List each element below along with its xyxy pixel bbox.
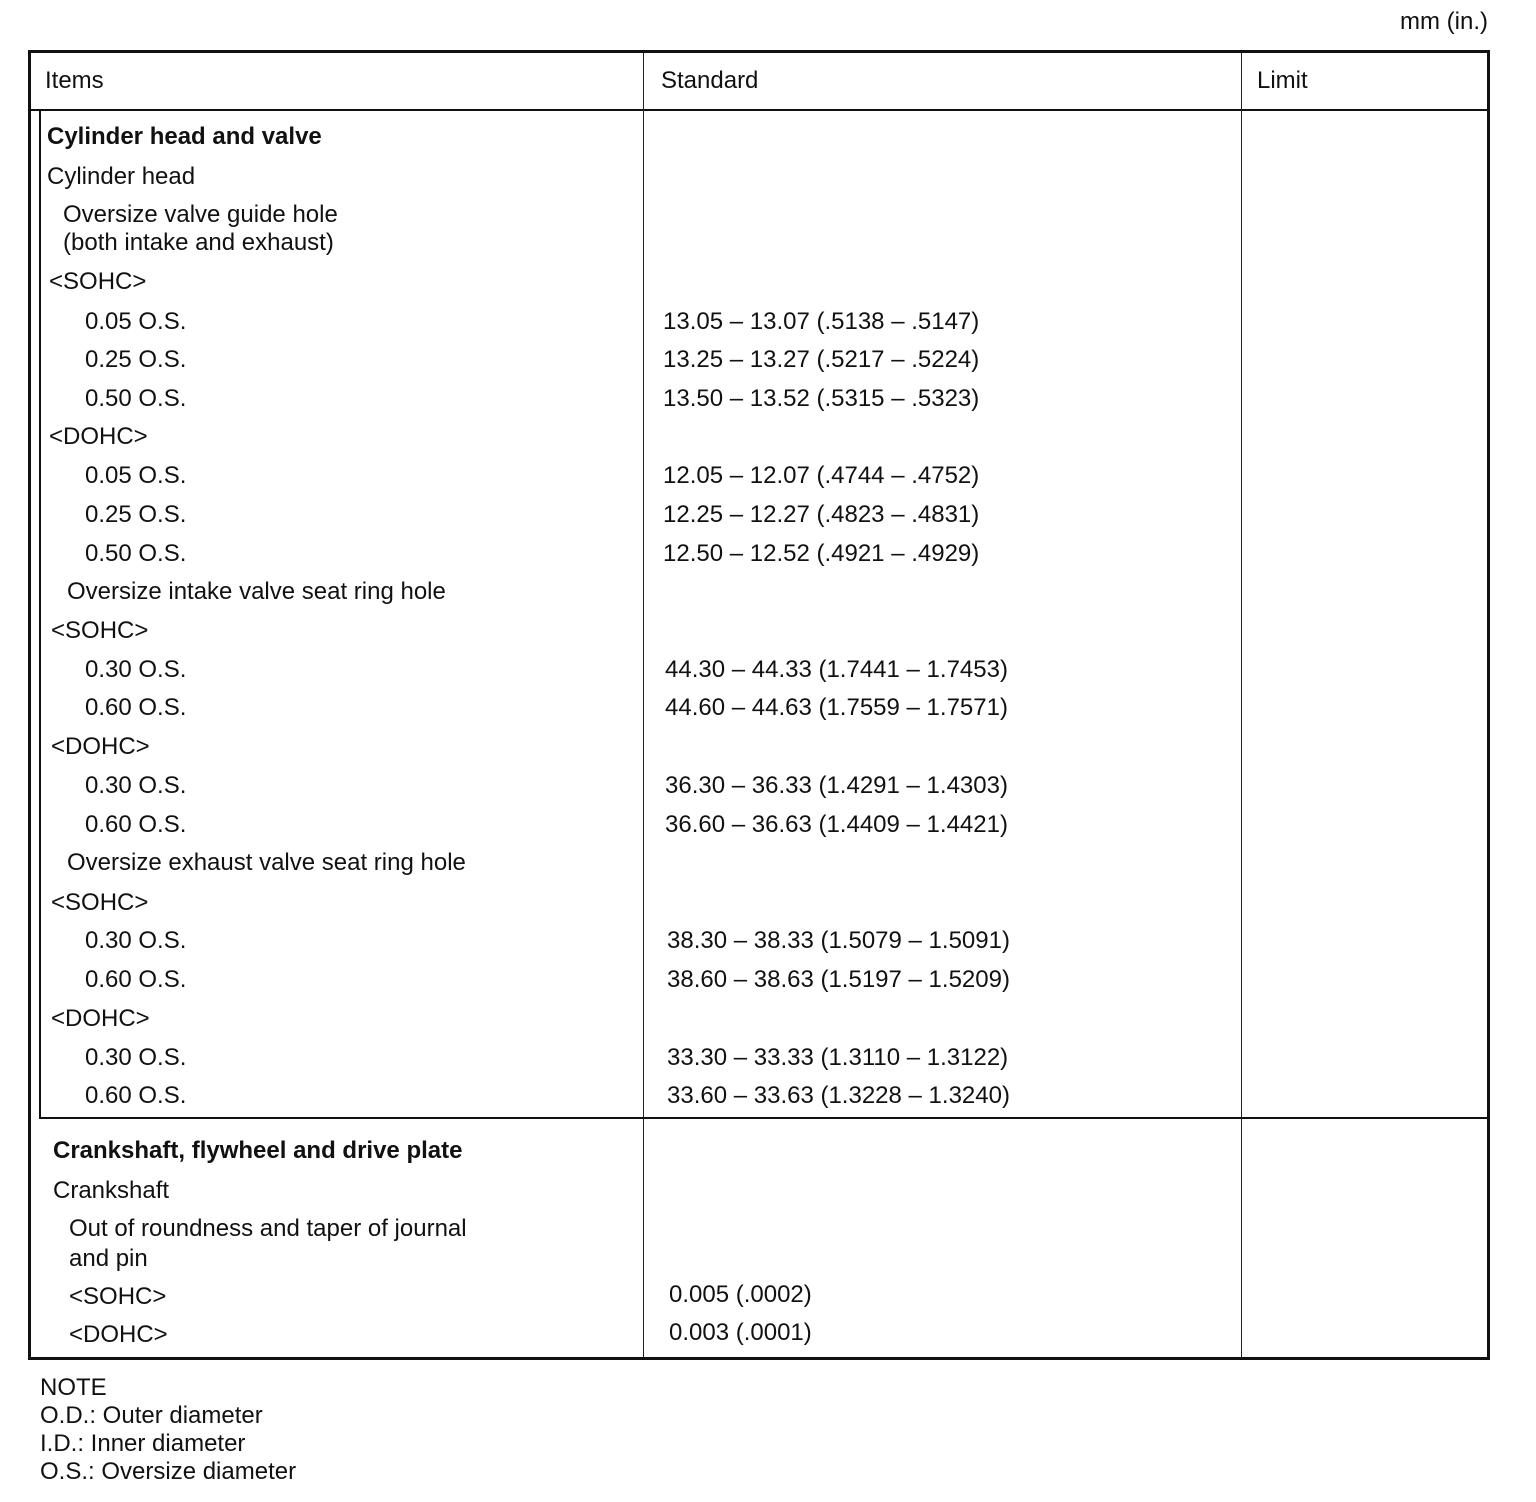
engine-dohc-label: <DOHC>	[49, 423, 148, 450]
item-valve-guide-hole: Oversize valve guide hole	[63, 201, 338, 228]
standard-value: 33.60 – 33.63 (1.3228 – 1.3240)	[667, 1082, 1010, 1109]
subsection-crankshaft: Crankshaft	[53, 1177, 170, 1204]
standard-value: 13.05 – 13.07 (.5138 – .5147)	[663, 308, 980, 335]
item-roundness-taper: Out of roundness and taper of journal	[69, 1215, 467, 1242]
standard-value: 38.30 – 38.33 (1.5079 – 1.5091)	[667, 927, 1010, 954]
standard-value: 12.25 – 12.27 (.4823 – .4831)	[663, 501, 980, 528]
header-items: Items	[45, 67, 104, 94]
standard-value: 0.003 (.0001)	[669, 1319, 812, 1346]
specifications-table	[28, 50, 1490, 1360]
standard-value: 33.30 – 33.33 (1.3110 – 1.3122)	[667, 1044, 1009, 1071]
os-label: 0.60 O.S.	[85, 694, 187, 721]
column-divider-limit	[1241, 53, 1242, 1357]
os-label: 0.50 O.S.	[85, 385, 187, 412]
item-intake-seat-hole: Oversize intake valve seat ring hole	[67, 578, 446, 605]
standard-value: 44.30 – 44.33 (1.7441 – 1.7453)	[665, 656, 1008, 683]
note-block	[40, 1374, 296, 1486]
standard-value: 12.50 – 12.52 (.4921 – .4929)	[663, 540, 980, 567]
unit-label: mm (in.)	[1400, 8, 1488, 35]
left-rule	[39, 109, 41, 1119]
os-label: 0.30 O.S.	[85, 772, 187, 799]
os-label: 0.30 O.S.	[85, 927, 187, 954]
note-line: O.D.: Outer diameter	[40, 1402, 263, 1429]
os-label: 0.60 O.S.	[85, 811, 187, 838]
standard-value: 13.25 – 13.27 (.5217 – .5224)	[663, 346, 980, 373]
standard-value: 36.60 – 36.63 (1.4409 – 1.4421)	[665, 811, 1008, 838]
engine-dohc-label: <DOHC>	[51, 1005, 150, 1032]
os-label: 0.30 O.S.	[85, 656, 187, 683]
engine-sohc-label: <SOHC>	[51, 617, 149, 644]
item-exhaust-seat-hole: Oversize exhaust valve seat ring hole	[67, 849, 466, 876]
item-valve-guide-hole-note: (both intake and exhaust)	[63, 229, 334, 256]
standard-value: 38.60 – 38.63 (1.5197 – 1.5209)	[667, 966, 1010, 993]
standard-value: 44.60 – 44.63 (1.7559 – 1.7571)	[665, 694, 1008, 721]
column-divider-standard	[643, 53, 644, 1357]
standard-value: 36.30 – 36.33 (1.4291 – 1.4303)	[665, 772, 1008, 799]
os-label: 0.05 O.S.	[85, 462, 187, 489]
os-label: 0.30 O.S.	[85, 1044, 187, 1071]
header-limit: Limit	[1257, 67, 1308, 94]
os-label: 0.05 O.S.	[85, 308, 187, 335]
standard-value: 12.05 – 12.07 (.4744 – .4752)	[663, 462, 980, 489]
os-label: 0.50 O.S.	[85, 540, 187, 567]
engine-sohc-label: <SOHC>	[51, 889, 149, 916]
section-separator	[39, 1117, 1487, 1119]
engine-sohc-label: <SOHC>	[49, 268, 147, 295]
note-title: NOTE	[40, 1374, 107, 1401]
note-line: I.D.: Inner diameter	[40, 1430, 246, 1457]
standard-value: 13.50 – 13.52 (.5315 – .5323)	[663, 385, 980, 412]
os-label: 0.60 O.S.	[85, 1082, 187, 1109]
os-label: 0.60 O.S.	[85, 966, 187, 993]
engine-sohc-label: <SOHC>	[69, 1283, 167, 1310]
section-title-cylinder-head: Cylinder head and valve	[47, 123, 322, 150]
os-label: 0.25 O.S.	[85, 346, 187, 373]
standard-value: 0.005 (.0002)	[669, 1281, 812, 1308]
subsection-cylinder-head: Cylinder head	[47, 163, 196, 190]
section-title-crankshaft: Crankshaft, flywheel and drive plate	[53, 1137, 463, 1164]
table-header	[31, 53, 1487, 111]
item-roundness-taper-cont: and pin	[69, 1245, 148, 1272]
note-line: O.S.: Oversize diameter	[40, 1458, 297, 1485]
os-label: 0.25 O.S.	[85, 501, 187, 528]
engine-dohc-label: <DOHC>	[51, 733, 150, 760]
engine-dohc-label: <DOHC>	[69, 1321, 168, 1348]
header-standard: Standard	[661, 67, 759, 94]
